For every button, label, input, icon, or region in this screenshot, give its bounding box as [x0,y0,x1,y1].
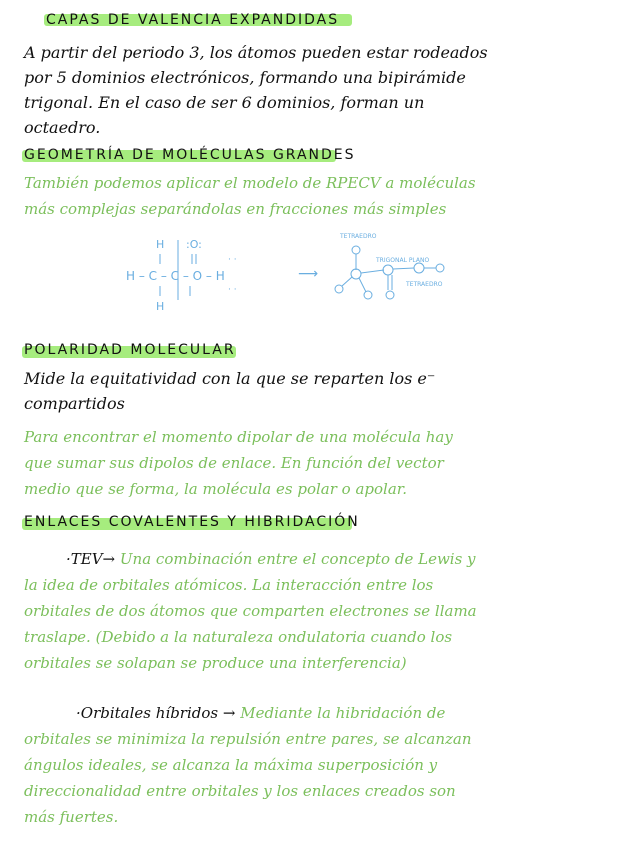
text-line: A partir del periodo 3, los átomos pueden estar rodeados [24,43,488,62]
svg-text:· ·: · · [228,255,237,265]
svg-text::O:: :O: [186,238,202,251]
text-line: Mide la equitatividad con la que se reparten los e⁻ [24,369,436,388]
arrow-icon: ⟶ [298,266,319,282]
paragraph-geometria [24,170,476,222]
paragraph-tev [24,546,477,676]
text-line: orbitales de dos átomos que comparten electrones se llama [24,602,477,620]
text-line: ángulos ideales, se alcanza la máxima superposición y [24,756,438,774]
paragraph-polaridad-dipolo [24,424,453,502]
svg-text:· ·: · · [228,285,237,295]
heading-polaridad: POLARIDAD MOLECULAR [24,342,236,358]
text-line: ·TEV→ Una combinación entre el concepto de Lewis y [66,550,476,568]
text-line: que sumar sus dipolos de enlace. En función del vector [24,454,444,472]
text-line: traslape. (Debido a la naturaleza ondulatoria cuando los [24,628,453,646]
text-line: más fuertes. [24,808,119,826]
svg-text:H: H [156,300,165,313]
paragraph-polaridad-definicion [24,366,435,416]
heading-capas-valencia: CAPAS DE VALENCIA EXPANDIDAS [46,12,340,28]
paragraph-capas-valencia [24,40,488,140]
label-tetraedro-right: TETRAEDRO [406,281,443,288]
svg-text:H: H [156,238,165,251]
text-line: por 5 dominios electrónicos, formando una bipirámide [24,68,466,87]
molecule-diagram [120,228,460,318]
heading-geometria: GEOMETRÍA DE MOLÉCULAS GRANDES [24,147,356,163]
text-line: compartidos [24,394,125,413]
heading-enlaces-covalentes: ENLACES COVALENTES Y HIBRIDACIÓN [24,514,360,530]
text-line: direccionalidad entre orbitales y los enlaces creados son [24,782,456,800]
text-line: la idea de orbitales atómicos. La interacción entre los [24,576,434,594]
paragraph-orbitales-hibridos [24,700,472,830]
text-line: trigonal. En el caso de ser 6 dominios, forman un [24,93,425,112]
text-line: más complejas separándolas en fracciones más simples [24,200,447,218]
term-tev: ·TEV→ [66,550,116,568]
term-orbitales-hibridos: ·Orbitales híbridos → [76,704,236,722]
text-line: orbitales se minimiza la repulsión entre pares, se alcanzan [24,730,472,748]
text-line: También podemos aplicar el modelo de RPECV a moléculas [24,174,476,192]
molecule-formula: H – C – C – O – H [126,269,225,283]
text-line: orbitales se solapan se produce una interferencia) [24,654,407,672]
text-line: octaedro. [24,118,101,137]
text-line: medio que se forma, la molécula es polar o apolar. [24,480,408,498]
text-line: Para encontrar el momento dipolar de una molécula hay [24,428,453,446]
label-trigonal-plano: TRIGONAL PLANO [376,257,430,264]
label-tetraedro-top: TETRAEDRO [340,233,377,240]
text-line: ·Orbitales híbridos → Mediante la hibridación de [76,704,446,722]
